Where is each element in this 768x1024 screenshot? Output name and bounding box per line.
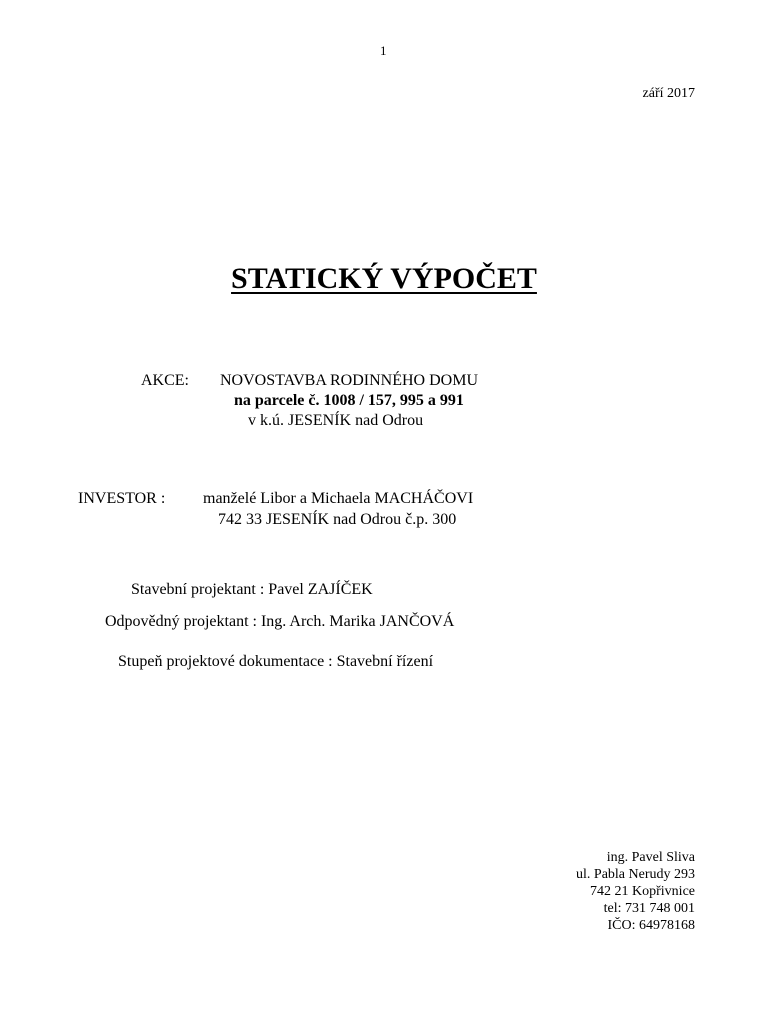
investor-address: 742 33 JESENÍK nad Odrou č.p. 300 bbox=[218, 511, 457, 528]
contact-phone: tel: 731 748 001 bbox=[603, 901, 695, 916]
investor-label: INVESTOR : bbox=[78, 490, 166, 507]
contact-city: 742 21 Kopřivnice bbox=[590, 884, 695, 899]
contact-ico: IČO: 64978168 bbox=[607, 918, 695, 933]
documentation-stage: Stupeň projektové dokumentace : Stavební řízení bbox=[118, 653, 434, 670]
document-title: STATICKÝ VÝPOČET bbox=[231, 262, 537, 295]
page-number: 1 bbox=[380, 43, 387, 58]
contact-name: ing. Pavel Sliva bbox=[606, 850, 695, 865]
akce-label: AKCE: bbox=[141, 372, 189, 389]
akce-parcel: na parcele č. 1008 / 157, 995 a 991 bbox=[234, 392, 464, 409]
document-date: září 2017 bbox=[642, 86, 695, 101]
akce-cadastral-area: v k.ú. JESENÍK nad Odrou bbox=[248, 412, 424, 429]
contact-street: ul. Pabla Nerudy 293 bbox=[576, 867, 695, 882]
building-designer: Stavební projektant : Pavel ZAJÍČEK bbox=[131, 581, 373, 598]
investor-name: manželé Libor a Michaela MACHÁČOVI bbox=[203, 490, 474, 507]
responsible-designer: Odpovědný projektant : Ing. Arch. Marika JANČOVÁ bbox=[105, 613, 455, 630]
akce-project-name: NOVOSTAVBA RODINNÉHO DOMU bbox=[220, 372, 478, 389]
